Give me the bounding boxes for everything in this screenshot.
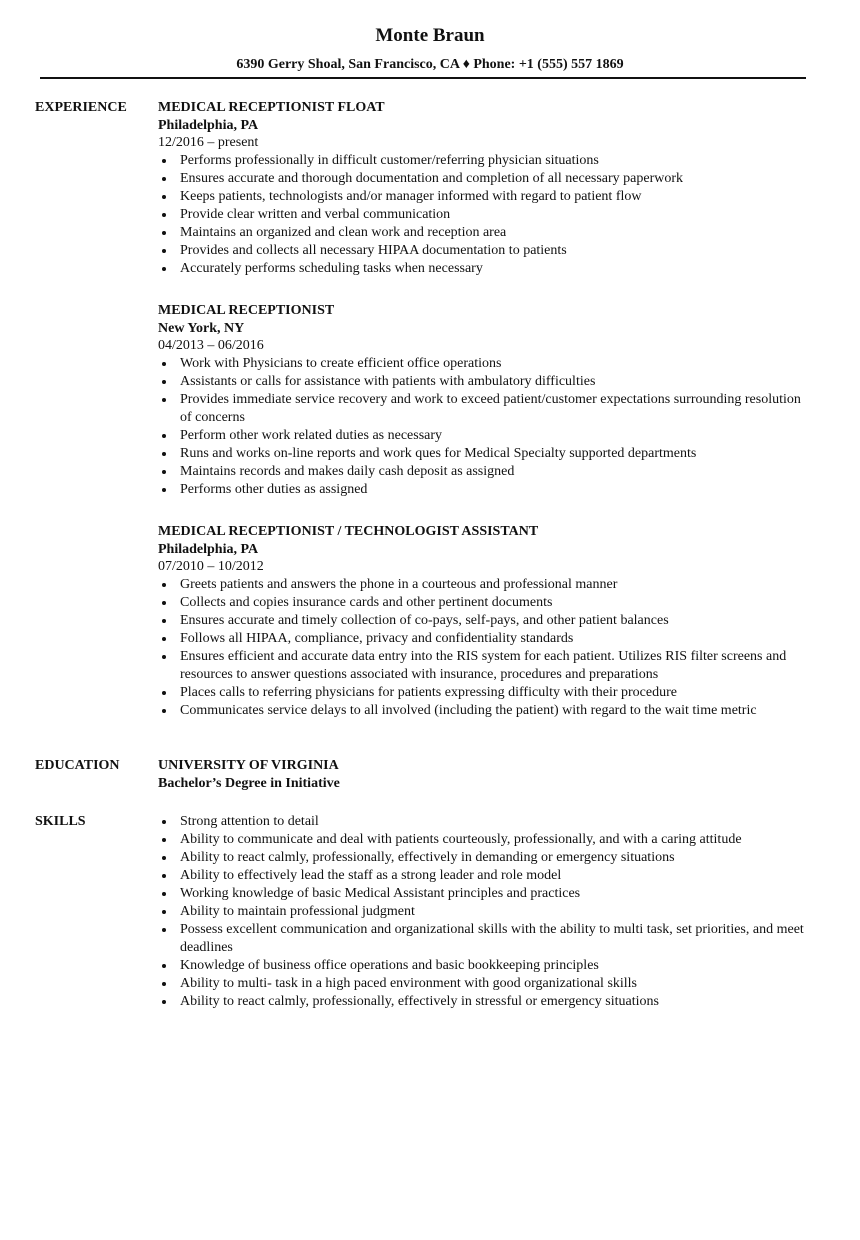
list-item: Maintains an organized and clean work and reception area — [158, 224, 808, 242]
experience-section — [0, 99, 860, 736]
section-label-experience: EXPERIENCE — [35, 100, 127, 115]
skills-body — [158, 813, 808, 1011]
list-item: Provides immediate service recovery and work to exceed patient/customer expectations surrounding resolution of concerns — [158, 391, 808, 427]
list-item: Ensures accurate and timely collection of co-pays, self-pays, and other patient balances — [158, 612, 808, 630]
list-item: Accurately performs scheduling tasks when necessary — [158, 260, 808, 278]
education-school: UNIVERSITY OF VIRGINIA — [158, 758, 339, 773]
list-item: Ensures accurate and thorough documentation and completion of all necessary paperwork — [158, 170, 808, 188]
education-degree: Bachelor’s Degree in Initiative — [158, 776, 340, 791]
list-item: Performs professionally in difficult customer/referring physician situations — [158, 152, 808, 170]
resume-header — [0, 0, 860, 73]
list-item: Ability to react calmly, professionally, effectively in demanding or emergency situations — [158, 849, 808, 867]
job-title: MEDICAL RECEPTIONIST FLOAT — [158, 100, 385, 115]
list-item: Strong attention to detail — [158, 813, 808, 831]
job-bullets — [158, 152, 808, 278]
header-divider — [40, 77, 806, 79]
list-item: Ability to communicate and deal with patients courteously, professionally, and with a caring attitude — [158, 831, 808, 849]
experience-body — [158, 99, 808, 736]
job-location: New York, NY — [158, 321, 245, 336]
list-item: Follows all HIPAA, compliance, privacy and confidentiality standards — [158, 630, 808, 648]
list-item: Communicates service delays to all involved (including the patient) with regard to the wait time metric — [158, 702, 808, 720]
list-item: Places calls to referring physicians for patients expressing difficulty with their procedure — [158, 684, 808, 702]
section-label-education: EDUCATION — [35, 758, 120, 773]
job-title: MEDICAL RECEPTIONIST — [158, 303, 335, 318]
list-item: Performs other duties as assigned — [158, 481, 808, 499]
list-item: Ability to effectively lead the staff as a strong leader and role model — [158, 867, 808, 885]
job-location: Philadelphia, PA — [158, 542, 259, 557]
list-item: Ability to maintain professional judgment — [158, 903, 808, 921]
job-dates: 04/2013 – 06/2016 — [158, 338, 264, 353]
list-item: Ability to multi- task in a high paced environment with good organizational skills — [158, 975, 808, 993]
list-item: Work with Physicians to create efficient office operations — [158, 355, 808, 373]
list-item: Maintains records and makes daily cash deposit as assigned — [158, 463, 808, 481]
list-item: Perform other work related duties as necessary — [158, 427, 808, 445]
job-dates: 12/2016 – present — [158, 135, 259, 150]
skills-list — [158, 813, 808, 1011]
job-dates: 07/2010 – 10/2012 — [158, 559, 264, 574]
job-entry — [158, 302, 808, 499]
list-item: Ability to react calmly, professionally, effectively in stressful or emergency situations — [158, 993, 808, 1011]
contact-line: 6390 Gerry Shoal, San Francisco, CA ♦ Phone: +1 (555) 557 1869 — [236, 57, 624, 72]
job-title: MEDICAL RECEPTIONIST / TECHNOLOGIST ASSISTANT — [158, 524, 539, 539]
skills-section — [0, 813, 860, 1011]
list-item: Keeps patients, technologists and/or manager informed with regard to patient flow — [158, 188, 808, 206]
section-label-skills: SKILLS — [35, 814, 86, 829]
list-item: Assistants or calls for assistance with patients with ambulatory difficulties — [158, 373, 808, 391]
job-bullets — [158, 355, 808, 499]
list-item: Provide clear written and verbal communication — [158, 206, 808, 224]
job-location: Philadelphia, PA — [158, 118, 259, 133]
list-item: Collects and copies insurance cards and other pertinent documents — [158, 594, 808, 612]
list-item: Ensures efficient and accurate data entry into the RIS system for each patient. Utilizes RIS filter screens and resources to answer questions associated with insurance, procedures and preparations — [158, 648, 808, 684]
list-item: Possess excellent communication and organizational skills with the ability to multi task, set priorities, and meet deadlines — [158, 921, 808, 957]
list-item: Knowledge of business office operations and basic bookkeeping principles — [158, 957, 808, 975]
candidate-name: Monte Braun — [375, 25, 485, 46]
education-body — [158, 757, 808, 793]
list-item: Runs and works on-line reports and work ques for Medical Specialty supported departments — [158, 445, 808, 463]
job-bullets — [158, 576, 808, 720]
list-item: Provides and collects all necessary HIPAA documentation to patients — [158, 242, 808, 260]
list-item: Working knowledge of basic Medical Assistant principles and practices — [158, 885, 808, 903]
job-entry — [158, 523, 808, 720]
list-item: Greets patients and answers the phone in a courteous and professional manner — [158, 576, 808, 594]
job-entry — [158, 99, 808, 278]
education-section — [0, 757, 860, 793]
